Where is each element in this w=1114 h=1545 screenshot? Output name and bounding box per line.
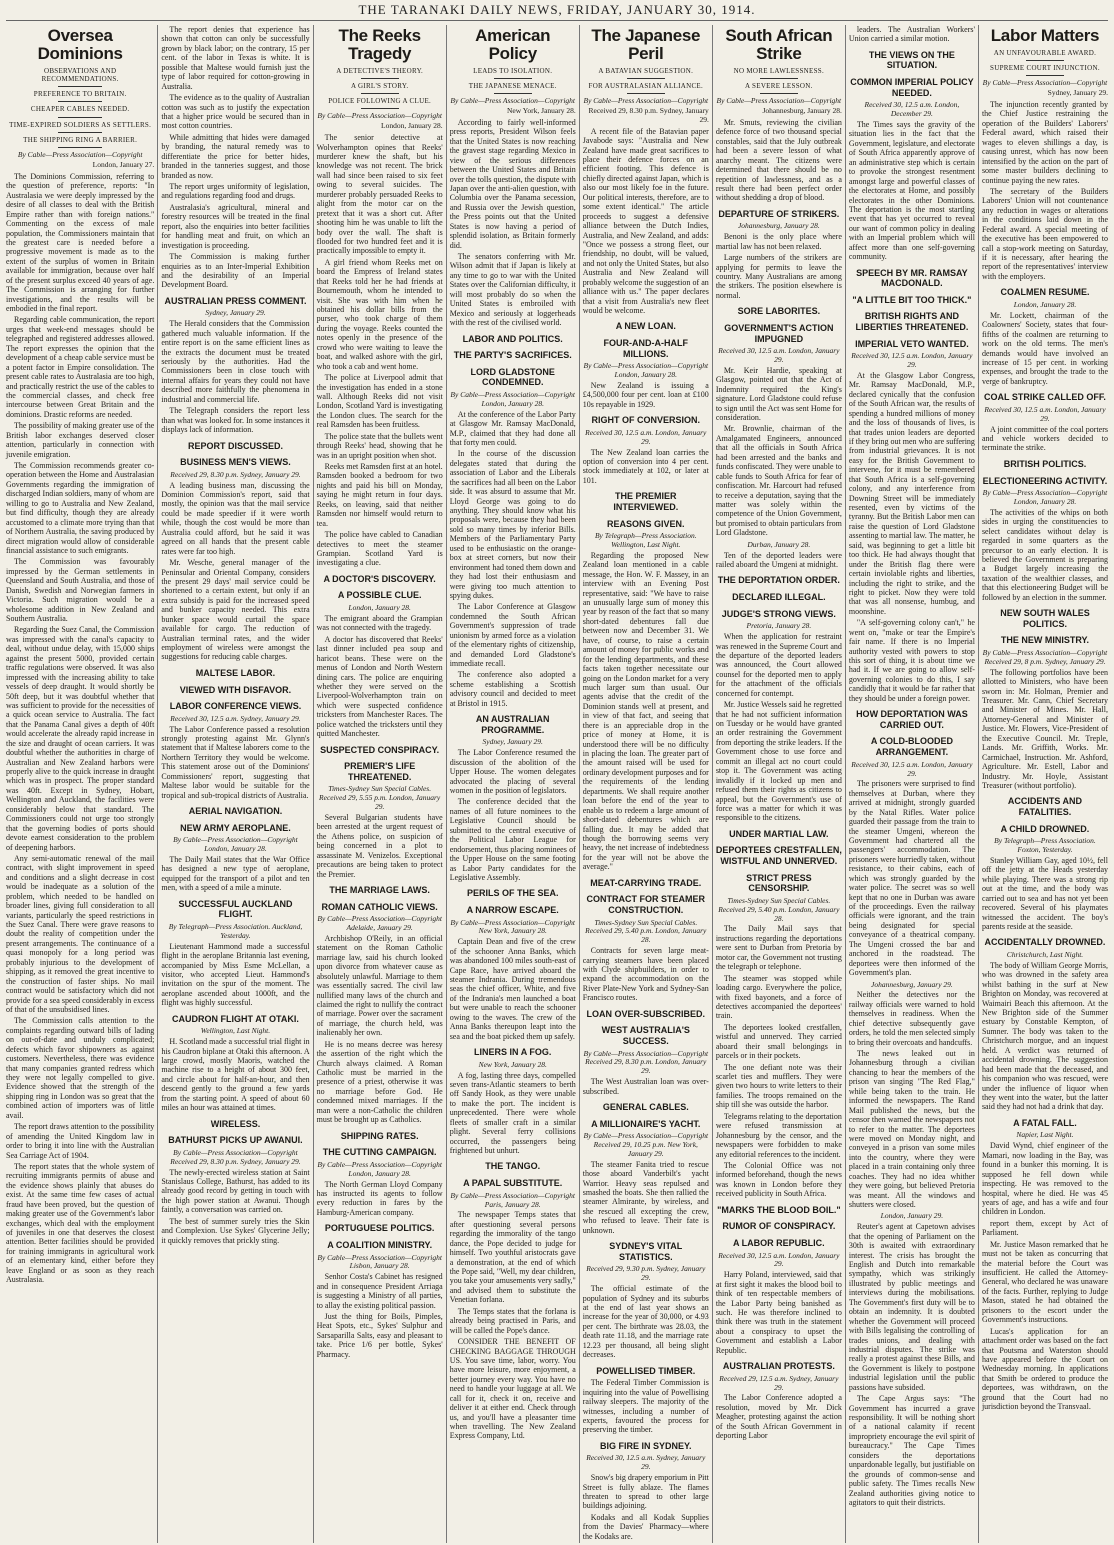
subheading: AN UNFAVOURABLE AWARD. xyxy=(993,48,1097,57)
section-heading: SUCCESSFUL AUCKLAND FLIGHT. xyxy=(178,898,293,920)
divider xyxy=(58,101,102,102)
section-heading: CAUDRON FLIGHT AT OTAKI. xyxy=(172,1013,299,1024)
paragraph: He is no means decree was heresy the assertion of the right which the Church always claimed. A Roman Catholic must be married in the presence of a priest, otherwise it was no marriage before God. He condemned mixed marriages. If the man were a non-Catholic the children must be brought up as Catholics. xyxy=(316,1039,443,1125)
subheading: A BATAVIAN SUGGESTION. xyxy=(598,66,694,75)
paragraph: Mr. Lockett, chairman of the Coalowners' Society, states that four-fifths of the coalmen are returning to work on the old terms. The men's demands would have involved an increase of 15 per cent. in working expenses, and brought the trade to the verge of bankruptcy. xyxy=(981,310,1108,386)
paragraph: Kodaks and all Kodak Supplies from the Davies' Pharmacy—where the Kodaks are. xyxy=(582,1512,709,1541)
paragraph: Senhor Costa's Cabinet has resigned and in consequence President Arriaga is suggesting a Ministry of all parties, to allay the existing political passion. xyxy=(316,1272,443,1310)
subheading: A GIRL'S STORY. xyxy=(350,81,409,90)
section-heading: AUSTRALIAN PRESS COMMENT. xyxy=(164,295,307,306)
paragraph: Mr. Keir Hardie, speaking at Glasgow, pointed out that the Act of Indemnity required the King's signature. Lord Gladstone could refuse to sign until the Act was sent Home for consideration. xyxy=(715,365,842,423)
paragraph: The Cape Argus says: "The Government has incurred a grave responsibility. It will be nothing short of a national calamity if recent impropriety encourage the evil spirit of bureaucracy." The Cape Times considers the deportations unpardonable legally, but justifiable on the grounds of common-sense and public safety. The Times recalls New Zealand authorities giving notice to agitators to quit their districts. xyxy=(848,1394,975,1507)
paragraph: Mr. Wesche, general manager of the Peninsular and Oriental Company, considers the present 29 days' mail service could be shortened to a certain extent, but only if an extra subsidy is paid for the increased speed and bunker capacity needed. This extra bunker space would curtail the space available for cargo. The reduction of Australian terminal rates, and the wider employment of wireless were amongst the suggestions for reducing cable charges. xyxy=(161,558,310,662)
paragraph: The newly-erected wireless station at Saint Stanislaus College, Bathurst, has added to its already good record by getting in touch with the high power station at Awanui. Though faintly, a conversation was carried on. xyxy=(161,1167,310,1215)
paragraph: The Labor Conference resumed the discussion of the abolition of the Upper House. The women delegates advocated the placing of several women in the position of legislators. xyxy=(449,748,576,795)
paragraph: Captain Dean and five of the crew of the schooner Anna Banks, which was abandoned 100 miles south-east of Cape Race, have arrived aboard the steamer Indrania. During tremendous seas the chief officer, White, and five of the Indrania's men launched a boat but were unable to reach the schooner owing to the waves. The crew of the Anna Banks thereupon leapt into the sea and the boat picked them up safely. xyxy=(449,937,576,1041)
dateline: London, January 28. xyxy=(1013,299,1077,309)
paragraph: The body of William George Morris, who was drowned in the safety area whilst bathing in the surf at New Brighton on Monday, was recovered at Waimairi Beach this afternoon. At the New Brighton side of the Summer estuary by Constable Kempton, of Sumner. The body was taken to the Christchurch morgue, and an inquest held. A verdict was returned of accidental drowning. The suggestion had been made that the deceased, and his companion who was rescued, were under the influence of liquor when they went into the water, but the latter said they had not had a drink that day. xyxy=(981,960,1108,1112)
paragraph: The Telegraph considers the report less than what was looked for. In some instances it displays lack of information. xyxy=(161,406,310,435)
paragraph: Stanley William Gay, aged 10½, fell off the jetty at the Heads yesterday while playing. There was a strong rip out at the time, and the body was carried out to sea and has not yet been recovered. Several of his playmates witnessed the accident. The boy's parents reside at the seaside. xyxy=(981,855,1108,931)
section-heading: PERILS OF THE SEA. xyxy=(466,888,559,899)
subheading: PREFERENCE TO BRITAIN. xyxy=(33,90,127,99)
column-8 xyxy=(979,25,1111,1543)
section-heading: LINERS IN A FOG. xyxy=(474,1047,552,1058)
paragraph: The Daily Mail says that instructions regarding the deportations were sent to Durban from Pretoria by motor car, the Government not trusting the telegraph or telephone. xyxy=(715,924,842,972)
dateline: By Cable—Press Association—Copyright xyxy=(716,96,842,106)
dateline: By Cable—Press Association—Copyright xyxy=(450,96,576,106)
section-heading: THE CUTTING CAMPAIGN. xyxy=(322,1147,437,1158)
section-heading: LABOR AND POLITICS. xyxy=(462,333,563,344)
paragraph: The report denies that experience has shown that cotton can only be successfully grown by black labor; on the contrary, 15 per cent. of the labor in Texas is white. It is possible that Maltese would furnish just the type of labor required for cotton-growing in Australia. xyxy=(161,25,310,91)
section-heading: A FATAL FALL. xyxy=(1013,1117,1077,1128)
dateline: Received 30, 12.5 a.m. London, January 29. xyxy=(718,1250,840,1269)
section-heading: COMMON IMPERIAL POLICY NEEDED. xyxy=(850,77,974,98)
dateline: By Cable—Press Association—Copyright xyxy=(17,150,143,160)
subheading: FOR AUSTRALASIAN ALLIANCE. xyxy=(588,81,704,90)
paragraph: A fog, lasting three days, compelled seven trans-Atlantic steamers to berth off Sandy Hook, as they were unable to make the port. The incident is unprecedented. There were whole fleets of smaller craft in a similar plight. Several ferry collisions occurred, the passengers being frightened but unhurt. xyxy=(449,1070,576,1156)
article-headline: The Reeks Tragedy xyxy=(338,26,421,63)
dateline: Received 30, 12.5 a.m. London, January 29. xyxy=(851,759,973,778)
dateline: Received 29, 12.5 a.m. Sydney, January 29. xyxy=(719,1373,839,1392)
subheading: CHEAPER CABLES NEEDED. xyxy=(30,105,130,114)
paragraph: The Dominions Commission, referring to the question of preference, reports: "In Australasia we were deeply impressed by the desire of all classes to deal with the British Empire rather than with foreign nations." Commenting on the excess of male population, the Commissioners maintain that the greatest care is needed before a progressive movement is made as to the extent of the surplus of women in Britain available for immigration, because over half of the present surplus exceed 40 years of age. The Commission is arranging for further investigations, and the results will be embodied in the final report. xyxy=(6,171,155,313)
paragraph: The prisoners were surprised to find themselves at Durban, where they arrived at midnight, strongly guarded by the Natal Rifles. Water police guarded their passage from the train to the steamer Umgeni, whereon the Government had chartered all the passengers' accommodation. The prisoners were hurriedly taken, without resistance, to their cabins, each of which was strongly guarded by the water police. The secret was so well kept that no one in Durban was aware of the proceedings. Even the railway officials were ignorant, and the train being designated for special conveyance of a theatrical company. The Umgeni crossed the bar and anchored in the roadstead. The deportees were then informed of the Government's plan. xyxy=(848,779,975,978)
section-heading: LORD GLADSTONE CONDEMNED. xyxy=(470,366,555,388)
subheading: THE JAPANESE MENACE. xyxy=(468,81,557,90)
dateline: Received 30, 12.5 a.m. London, January 29. xyxy=(851,351,973,370)
paragraph: "A self-governing colony can't," he went on, "make or tear the Empire's fair name. If there is no Imperial authority vested with powers to stop this sort of thing, it is about time we had it. If we are going to allow self-governing colonies to do this, I say candidly that it would be far rather that they should be under a foreign power. xyxy=(848,618,975,703)
dateline: By Cable—Press Association—Copyright Paris, January 28. xyxy=(450,1190,576,1209)
column-1 xyxy=(3,25,158,1543)
paragraph: Mr. Smuts, reviewing the civilian defence force of two thousand special constables, said that the July outbreak had been a severe lesson of what anarchy meant. The citizens were determined that there should be no repetition of lawlessness, and as a result there had been perfect order without shedding a drop of blood. xyxy=(715,117,842,203)
paragraph: The news leaked out in Johannesburg through a civilian chancing to hear the members of the prison van singing "The Red Flag," while being taken to the train. He informed the newspapers. The Rand Mail published the news, but the censor then warned the newspapers not to refer to the matter. The deportees were moved on Monday night, and conveyed in a prison van some miles into the country, where they were placed in a train containing only three coaches. They had no idea whither they were going, but believed Pretoria was meant. All the windows and shutters were closed. xyxy=(848,1049,975,1209)
paragraph: The best of summer surely tries the Skin and Complexion. Use Sykes' Glycerine Jelly; it quickly removes that prickly sting. xyxy=(161,1216,310,1245)
paragraph: A girl friend whom Reeks met on board the Empress of Ireland states that Reeks told her he had friends at Bournemouth, whom he intended to visit. She was with him when he obtained his dollar bills from the purser, who took charge of them during the voyage. Reeks counted the notes openly in the presence of the crowd who were waiting to leave the boat, and walked ashore with the girl, who took a cab and went home. xyxy=(316,257,443,371)
paragraph: The steamer was stopped while loading cargo. Everywhere the police, with fixed bayonets, and a force of detectives accompanied the deportees' train. xyxy=(715,973,842,1021)
divider xyxy=(1026,60,1064,61)
dateline: By Cable—Press Association—Copyright Adelaide, January 29. xyxy=(317,914,442,933)
dateline: Received 30, 12.5 a.m. London, January 29. xyxy=(718,346,840,364)
section-heading: A NARROW ESCAPE. xyxy=(466,904,559,915)
paragraph: Australasia's agricultural, mineral and forestry resources will be treated in the final report, also the enquiries into better facilities for handling meat and fruit, on which an investigation is proceeding. xyxy=(161,202,310,250)
paragraph: David Wynd, chief engineer of the Mamari, now loading in the Bay, was found in a bunker this morning. It is supposed he fell down while inspecting. He was removed to the hospital, where he died. He was 45 years of age, and has a wife and four children in London. xyxy=(981,1141,1108,1217)
masthead: THE TARANAKI DAILY NEWS, FRIDAY, JANUARY 30, 1914. xyxy=(6,0,1108,21)
paragraph: The senators conferring with Mr. Wilson admit that if Japan is likely at any time to go to war with the United States over the Californian difficulty, it will most probably do so when the United States is embroiled with Mexico and seriously at loggerheads with the rest of the civilised world. xyxy=(449,252,576,328)
paragraph: A leading business man, discussing the Dominion Commission's report, said that mostly, the opinion was that the mail service could be made speedier if it were worth while, though the cost would be more than Australia could afford, but he said it was agreed on all hands that the present cable rates were far too high. xyxy=(161,480,310,556)
divider xyxy=(58,86,102,87)
section-heading: FOUR-AND-A-HALF MILLIONS. xyxy=(603,338,689,359)
column-5 xyxy=(580,25,713,1543)
paragraph: Mr. Justice Wessels said he regretted that he had not sufficient information on Tuesday or he would have granted an order restraining the Government from deporting the strike leaders. If the Government chose to use force and commit an illegal act no court could stop it. The Government was acting invalidly if it locked up men and refused them their rights as citizens to appeal, but the Government's use of force was a matter for which it was responsible to the citizens. xyxy=(715,700,842,823)
column-7 xyxy=(846,25,979,1543)
paragraph: A joint committee of the coal porters and vehicle workers decided to terminate the strike. xyxy=(981,424,1108,453)
paragraph: CONSIDER THE BENEFIT OF CHECKING BAGGAGE THROUGH US. You save time, labor, worry. You have more leisure, more enjoyment, a better journey every way. You have no need to handle your luggage at all. We call for it, check it on, receive and deliver it at either end. Check through us, and you'll have a pleasanter time when travelling. The New Zealand Express Company, Ltd. xyxy=(449,1337,576,1441)
dateline: By Cable—Press Association—Copyright xyxy=(583,96,709,106)
paragraph: The New Zealand loan carries the option of conversion into 4 per cent. stock immediately at 102, or later at 101. xyxy=(582,447,709,485)
paragraph: Regarding the proposed New Zealand loan mentioned in a cable message, the Hon. W. F. Massey, in an interview with an Evening Post representative, said: "We have to raise an unusually large sum of money this year by reason of the fact that so many short-dated debentures fall due between now and December 31. We have, of course, to raise a certain amount of money for public works and for the lending departments, and these facts taken together necessitate our going on the London market for a very much larger sum than usual. Our agents advise that the credit of the Dominion stands well at present, and in view of that fact, and seeing that there is an appreciable drop in the price of money at Home, it is understood there will be no difficulty in placing the loan. The greater part of the amount raised will be used for ordinary development purposes and for the requirements of the lending departments. We shall require another loan before the end of the year to enable us to redeem a large amount of short-dated debentures which are falling due. It may be added that though the borrowing seems very heavy, the net increase of indebtedness for the year will not be above the average." xyxy=(582,550,709,872)
paragraph: The Commission is making further enquiries as to an Inter-Imperial Exhibition and the desirability of an Imperial Development Board. xyxy=(161,252,310,290)
section-heading: SORE LABORITES. xyxy=(737,306,821,317)
section-heading: AERIAL NAVIGATION. xyxy=(188,806,283,817)
section-heading: BRITISH POLITICS. xyxy=(1003,458,1087,469)
section-heading: POWELLISED TIMBER. xyxy=(596,1365,696,1376)
dateline: By Telegraph—Press Association. Auckland, Yesterday. xyxy=(168,921,303,940)
place-date: London, January 28. xyxy=(381,121,443,131)
dateline: Sydney, January 29. xyxy=(205,308,266,318)
divider xyxy=(627,93,665,94)
paragraph: Lieutenant Hammond made a successful flight in the aeroplane Britannia last evening, accompanied by Miss Esme McLellan, a visitor, who accepted Lieut. Hammond's invitation on the spur of the moment. The aeroplane ascended about 1000ft, and the flight was highly successful. xyxy=(161,941,310,1008)
dateline: Received 30, 12.5 a.m. London, January 29. xyxy=(984,404,1106,423)
paragraph: Benoni is the only place where martial law has not been relaxed. xyxy=(715,232,842,251)
paragraph: The Labor Conference adopted a resolution, moved by Mr. Dick Meagher, protesting against the action of the South African Government in deporting Labor xyxy=(715,1393,842,1441)
paragraph: Any semi-automatic renewal of the mail contract, with slight improvement in speed and conditions and a slight decrease in cost would be inadequate as a solution of the problem, which needed to be handled on broader lines, giving full consideration to all variants, particularly the speed restrictions in the Suez Canal. There were grave reasons to doubt the reality of competition under the present arrangements. The continuance of a quasi monopoly for a long period was probably injurious to the development of shipping, as it removed the great incentive to the construction of faster ships. No mail contract would be satisfactory which did not provide for a sea speed considerably in excess of that of the unsubsidised lines. xyxy=(6,853,155,1014)
paragraph: The Labor Conference at Glasgow condemned the South African Government's suppression of trade unionism by armed force as a violation of the elementary rights of citizenship, and demanded Lord Gladstone's immediate recall. xyxy=(449,602,576,668)
dateline: By Telegraph—Press Association. Foxton, Yesterday. xyxy=(994,836,1096,855)
section-heading: LABOR CONFERENCE VIEWS. xyxy=(169,701,302,712)
dateline: By Cable—Press Association—Copyright London, January 28. xyxy=(450,389,576,408)
dateline: Times-Sydney Sun Special Cables. Received 29, 5.40 p.m. London, January 28. xyxy=(718,895,840,923)
paragraph: The North German Lloyd Company has instructed its agents to follow every reduction in fares by the Hamburg-American company. xyxy=(316,1179,443,1217)
section-heading: DEPARTURE OF STRIKERS. xyxy=(718,208,840,219)
paragraph: While admitting that hides were damaged by branding, the natural remedy was to differentiate the price for better hides, branded in the tanneries suggest, and those branded as now. xyxy=(161,132,310,180)
paragraph: According to fairly well-informed press reports, President Wilson feels that the United States is now reaching the gravest stage regarding Mexico in view of the serious differences between the United States and Britain over the tolls question, the dispute with Japan over the anti-alien question, with Columbia over the Panama secession, and Russia over the Jewish question, the Press points out that the United States is now having a period of splendid isolation, as Britain formerly did. xyxy=(449,117,576,250)
paragraph: The Times says the gravity of the situation lies in the fact that the Government, legislature, and electorate of South Africa apparently approve of an administrative step which is certain to provoke the strongest resentment amongst large and powerful classes of the electorates at Home, and possibly electorates in the other Dominions. The deportation is the most startling event that has yet occurred to reveal our want of common policy in dealing with an Imperial problem which will affect more than one self-governing community. xyxy=(848,120,975,262)
dateline: By Telegraph—Press Association. Wellington, Last Night. xyxy=(594,531,697,550)
article-headline: Oversea Dominions xyxy=(37,26,123,63)
dateline: By Cable—Press Association—Copyright xyxy=(982,78,1108,88)
column-4 xyxy=(447,25,580,1543)
subheading: A DETECTIVE'S THEORY. xyxy=(336,66,424,75)
paragraph: report them, except by Act of Parliament. xyxy=(981,1218,1108,1238)
dateline: By Cable—Press Association—Copyright Received 29, 10.25 p.m. New York, January 29. xyxy=(583,1131,709,1158)
dateline: Wellington, Last Night. xyxy=(200,1026,271,1036)
paragraph: The conference decided that the names of all future nominees to the Legislative Council should be submitted to the central executive of the Political Labor League for endorsement, thus placing nominees of the Upper House on the same footing as Labor Party candidates for the Legislative Assembly. xyxy=(449,797,576,882)
paragraph: The activities of the whips on both sides in urging the constituencies to select candidates without delay is regarded in some quarters as the precursor to an early election. It is believed the Government is preparing a Budget largely increasing the taxation of the wealthier classes, and that this electioneering Budget will be followed by an election in the summer. xyxy=(981,507,1108,602)
paragraph: The Commission was favourably impressed by the German settlements in Queensland and South Australia, and those of Danish, Swedish and Norwegian farmers in Victoria. Such migration would be a wholesome addition in New Zealand and Southern Australia. xyxy=(6,557,155,623)
section-heading: UNDER MARTIAL LAW. xyxy=(729,828,829,839)
section-heading: GENERAL CABLES. xyxy=(602,1101,689,1112)
section-heading: "MARKS THE BLOOD BOIL." xyxy=(717,1204,841,1215)
place-date: London, January 27. xyxy=(92,160,155,170)
dateline: By Cable—Press Association—Copyright London, January 28. xyxy=(583,361,709,380)
section-heading: A COLD-BLOODED ARRANGEMENT. xyxy=(870,736,953,758)
section-heading: PREMIER'S LIFE THREATENED. xyxy=(344,761,416,782)
dateline: London, January 28. xyxy=(348,603,411,613)
dateline: By Cable—Press Association—Copyright London, January 28. xyxy=(982,488,1108,506)
section-heading: BRITISH RIGHTS AND LIBERTIES THREATENED. xyxy=(855,311,969,332)
paragraph: The police have cabled to Canadian detectives to meet the steamer Grampian. Scotland Yard is investigating a clue. xyxy=(316,530,443,568)
divider xyxy=(58,147,102,148)
paragraph: The steamer Fanita tried to rescue those aboard Vanderbilt's yacht Warrior. Heavy seas repulsed and smashed the boats. She then rallied the steamer Almirante, by wireless, and she rescued all excepting the crew, who refused to leave. Their fate is unknown. xyxy=(582,1159,709,1235)
subheading: SUPREME COURT INJUNCTION. xyxy=(990,64,1100,73)
section-heading: STRICT PRESS CENSORSHIP. xyxy=(746,872,812,894)
dateline: By Cable—Press Association—Copyright Received 29, 8 p.m. Sydney, January 29. xyxy=(982,648,1108,666)
dateline: Received 30, 12.5 a.m. Sydney, January 29. xyxy=(586,1453,706,1472)
paragraph: The newspaper Temps states that after questioning several persons regarding the immorality of the tango dance, the Pope decided to judge for himself. Two youthful aristocrats gave a demonstration, at the end of which the Pope said, "Well, my dear children, you take your amusements very sadly," and advised them to substitute the Venetian forlana. xyxy=(449,1210,576,1305)
paragraph: Harry Poland, interviewed, said that at first sight it makes the blood boil to think of ten respectable members of the Labor Party being banished as such. He was therefore inclined to think there was truth in the statement about a conspiracy to upset the Government and establish a Labor Republic. xyxy=(715,1270,842,1355)
paragraph: At the Glasgow Labor Congress, Mr. Ramsay MacDonald, M.P., declared cynically that the confusion of the South African war, the results of spending a hundred millions of money and the loss of thousands of lives, is that trades union leaders are deported if they bring out men who are suffering from industrial grievances. It is not easy for the British Government to intervene, for it must be remembered that South Africa is a self-governing colony, and any interference from Downing Street will be immediately resented, even by victims of the tyranny. But the British Labor men can raise the question of Lord Gladstone assenting to martial law. The matter, he said, was beginning to get a little bit too thick. He had always thought that under the British flag there were certain inviolable rights and liberties, including the right to strike, and the right to picket. Now they were told that was all nonsense, humbug, and moonshine. xyxy=(848,370,975,616)
paragraph: The police at Liverpool admit that the investigation has ended in a stone wall. Although Reeks did not visit London, Scotland Yard is investigating the London clues. The search for the real Ramsden has been fruitless. xyxy=(316,373,443,430)
place-date: New York, January 28. xyxy=(507,106,576,116)
paragraph: The one defiant note was their scarlet ties and mufflers. They were given two hours to write letters to their families. The troops remained on the ship till she was outside the harbor. xyxy=(715,1062,842,1110)
place-date: Sydney, January 29. xyxy=(1047,88,1108,98)
section-heading: WIRELESS. xyxy=(210,1118,261,1129)
dateline: By Cable—Press Association—Copyright Received 29, 8.30 p.m. Sydney, January 29. xyxy=(170,1147,301,1166)
section-heading: A PAPAL SUBSTITUTE. xyxy=(463,1178,563,1189)
section-heading: WEST AUSTRALIA'S SUCCESS. xyxy=(601,1025,690,1046)
section-heading: DECLARED ILLEGAL. xyxy=(732,592,826,603)
divider xyxy=(760,93,798,94)
subheading: LEADS TO ISOLATION. xyxy=(473,66,553,75)
section-heading: SHIPPING RATES. xyxy=(340,1130,419,1141)
section-heading: ELECTIONEERING ACTIVITY. xyxy=(982,475,1108,486)
section-heading: DEPORTEES CRESTFALLEN, WISTFUL AND UNNERVED. xyxy=(715,845,842,867)
dateline: New York, January 28. xyxy=(478,1059,547,1069)
section-heading: A MILLIONAIRE'S YACHT. xyxy=(591,1118,701,1129)
section-heading: "A LITTLE BIT TOO THICK." xyxy=(852,294,972,305)
paragraph: Just the thing for Boils, Pimples, Heat Spots, etc., Sykes' Sulphur and Sarsaparilla Salts, easy and pleasant to take. Price 1/6 per bottle, Sykes' Pharmacy. xyxy=(316,1311,443,1359)
subheading: OBSERVATIONS AND RECOMMENDATIONS. xyxy=(41,66,119,83)
section-heading: VIEWED WITH DISFAVOR. xyxy=(179,684,292,695)
paragraph: New Zealand is issuing a £4,500,000 four per cent. loan at £100 10s repayable in 1929. xyxy=(582,380,709,409)
divider xyxy=(58,132,102,133)
dateline: Napier, Last Night. xyxy=(1016,1130,1074,1140)
section-heading: COALMEN RESUME. xyxy=(1000,287,1090,298)
paragraph: The deportees looked crestfallen, wistful and unnerved. They carried aboard their small belongings in parcels or in their pockets. xyxy=(715,1022,842,1061)
paragraph: In the course of the discussion delegates stated that during the association of Labor and the Liberals the sacrifices had all been on the Labor side. It was absurd to assume that Mr. Lloyd George was going to do anything. They should know what his proposals were, because they had been sold so many times by inferior Bills. Members of the Parliamentary Party used to be enthusiastic on the orange-box at street corners, but now their environment had toned them down and they had lost their enthusiasm and were giving too much attention to spying dukes. xyxy=(449,449,576,600)
subheading: NO MORE LAWLESSNESS. xyxy=(733,66,825,75)
section-heading: THE VIEWS ON THE SITUATION. xyxy=(868,49,955,71)
section-heading: HOW DEPORTATION WAS CARRIED OUT. xyxy=(856,709,968,730)
article-headline: Labor Matters xyxy=(990,26,1100,45)
divider xyxy=(1026,75,1064,76)
column-3 xyxy=(314,25,447,1543)
section-heading: SYDNEY'S VITAL STATISTICS. xyxy=(609,1241,683,1262)
paragraph: The possibility of making greater use of the British labor exchanges deserved closer attention, particularly in connection with juvenile emigration. xyxy=(6,421,155,459)
dateline: Times-Sydney Sun Special Cables. Received 29, 5.40 p.m. London, January 28. xyxy=(585,917,707,945)
paragraph: Mr. Brownlie, chairman of the Amalgamated Engineers, announced that all the officials in South Africa had been arrested and the banks and funds confiscated. They were unable to cable funds to South Africa for fear of confiscation. Mr. Harcourt had refused to receive a deputation, saying that the matter was solely within the competence of the Union Government, but promised to obtain particulars from Lord Gladstone. xyxy=(715,424,842,538)
paragraph: leaders. The Australian Workers' Union carried a similar motion. xyxy=(848,25,975,44)
paragraph: Several Bulgarian students have been arrested at the urgent request of the Athens police, on suspicion of being concerned in a plot to assassinate M. Venizelos. Exceptional precautions are being taken to protect the Premier. xyxy=(316,812,443,879)
paragraph: A doctor has discovered that Reeks' last dinner included pea soup and haricot beans. These were on the menus of London and North Western dining cars. The police are enquiring whether they were served on the Liverpool-Wolverhampton train on which were suspected confidence tricksters from Manchester Races. The police watched the tricksters until they quitted Manchester. xyxy=(316,634,443,739)
paragraph: Archbishop O'Reily, in an official statement on the Roman Catholic marriage law, said his church looked upon divorce from whatever cause as absolutely unlawful. Marriage to them was essentially sacred. The civil law nullified many laws of the church and claimed the right to nullify the contract of marriage. Power over the sacrament of marriage, the church held, was inalienably her own. xyxy=(316,933,443,1038)
paragraph: The secretary of the Builders Laborers' Union will not countenance any reduction in wages or alterations in the conditions laid down in the Federal award. A special meeting of the executive has been empowered to call a stop-work meeting on Saturday, if it is necessary, after hearing the report of the representatives' interview with the employers. xyxy=(981,186,1108,281)
columns xyxy=(3,25,1111,1543)
dateline: By Cable—Press Association—Copyright London, January 28. xyxy=(317,1159,442,1178)
paragraph: A recent file of the Batavian paper Javabode says: "Australia and New Zealand have made great sacrifices to place their defence forces on an efficient footing. This defence is chiefly directed against Japan, which is also our most likely foe in the future. Our political interests, therefore, are to some extent identical." The article proceeds to suggest a defensive alliance between the Dutch Indies, Australia, and New Zealand, and adds: "Once we possess a strong fleet, our friendship, no doubt, will be valued, and not only the United States, but also Australia and New Zealand will probably welcome the suggestion of an alliance with us." The paper declares that a visit from Australia's new fleet would be welcome. xyxy=(582,126,709,316)
subheading: TIME-EXPIRED SOLDIERS AS SETTLERS. xyxy=(9,120,152,129)
paragraph: Regarding cable communication, the report urges that week-end messages should be telegraphed and registered addresses allowed. The report expresses the opinion that the development of a cheap cable service must be a potent factor in Empire consolidation. The present cable rates to Australasia are too high, and practically restrict the use of the cables to the commercial classes, and check free intercourse between Great Britain and the dominions. Drastic reforms are needed. xyxy=(6,315,155,419)
paragraph: Neither the detectives nor the railway officials were warned to hold themselves in readiness. When the chief detective subsequently gave orders, he told the men selected simply to bring their overcoats and handcuffs. xyxy=(848,990,975,1047)
dateline: By Cable—Press Association—Copyright New York, January 28. xyxy=(450,917,576,936)
dateline: Times-Sydney Sun Special Cables. Received 29, 5.55 p.m. London, January 29. xyxy=(319,784,441,812)
paragraph: The Commission calls attention to the complaints regarding outward bills of lading on out-of-date and unduly complicated; defects which favor shipowners as against customers. Nevertheless, there was evidence that many companies granted redress which they were not legally compelled to give. Evidence showed that the strength of the shipping ring in London was so great that the combined action of importers was of little avail. xyxy=(6,1016,155,1120)
paragraph: Lucas's application for an attachment order was based on the fact that Poutsma and Waterston should have appeared before the Court on Wednesday morning. In applications that Smith be ordered to produce the deportees, was withdrawn, on the ground that the Court had no jurisdiction beyond the Transvaal. xyxy=(981,1326,1108,1412)
section-heading: AUSTRALIAN PROTESTS. xyxy=(722,1361,835,1372)
section-heading: THE TANGO. xyxy=(485,1161,541,1172)
section-heading: COAL STRIKE CALLED OFF. xyxy=(984,392,1106,403)
article-headline: South African Strike xyxy=(725,26,833,63)
dateline: By Cable—Press Association—Copyright London, January 28. xyxy=(173,835,298,854)
paragraph: Large numbers of the strikers are applying for permits to leave the country. Many Australians are among the strikers. The position elsewhere is normal. xyxy=(715,253,842,300)
section-heading: A NEW LOAN. xyxy=(615,321,676,332)
section-heading: THE MARRIAGE LAWS. xyxy=(329,884,430,895)
subheading: A SEVERE LESSON. xyxy=(745,81,813,90)
dateline: Pretoria, January 28. xyxy=(746,621,812,631)
section-heading: A COALITION MINISTRY. xyxy=(327,1239,433,1250)
section-heading: BUSINESS MEN'S VIEWS. xyxy=(180,457,291,468)
divider xyxy=(494,93,532,94)
paragraph: Telegrams relating to the deportation were refused transmission at Johannesburg by the censor, and the newspapers were forbidden to make any editorial references to the incident. xyxy=(715,1111,842,1159)
divider xyxy=(627,78,665,79)
section-heading: MEAT-CARRYING TRADE. xyxy=(590,877,702,888)
dateline: Received 29, 8.30 p.m. Sydney, January 29. xyxy=(170,469,301,479)
article-headline: The Japanese Peril xyxy=(591,26,701,63)
place-date: Received 29, 8.30 p.m. Sydney, January 29. xyxy=(588,106,709,124)
section-heading: REPORT DISCUSSED. xyxy=(187,440,283,451)
dateline: Durban, January 28. xyxy=(747,539,811,549)
section-heading: CONTRACT FOR STEAMER CONSTRUCTION. xyxy=(586,894,706,915)
paragraph: The Commission recommends greater co-operation between the Home and Australasian Governments regarding the immigration of discharged Indian soldiers, many of whom are willing to go to Australia and New Zealand, but find difficulty, though they are already accustomed to a climate more trying than that of Northern Australia, the saving produced by direct migration would allow of considerable financial assistance to such emigrants. xyxy=(6,461,155,555)
divider xyxy=(58,117,102,118)
section-heading: A POSSIBLE CLUE. xyxy=(337,590,422,601)
paragraph: The Herald considers that the Commission gathered much valuable information. If the entire report is on the same efficient lines as the extracts the document must be treated seriously by the authorities. Had the Commissioners been in close touch with internal affairs for years they could not have described more faithfully the phenomena in industrial and commercial life. xyxy=(161,319,310,404)
section-heading: REASONS GIVEN. xyxy=(607,518,685,529)
column-6 xyxy=(713,25,846,1543)
dateline: Received 30, 12.5 a.m. London, December 29. xyxy=(864,100,960,119)
paragraph: The senior detective at Wolverhampton opines that Reeks' murderer knew the shaft, but his knowledge was not recent. The brick wall had since been raised to six feet owing to several suicides. The murderer probably persuaded Reeks to alight from the motor car on the pretext that it was a short cut. After shooting him he was unable to lift the body over the wall. The shaft is flooded for two hundred feet and it is practically impossible to empty it. xyxy=(316,133,443,256)
section-heading: SUSPECTED CONSPIRACY. xyxy=(320,744,440,755)
paragraph: The official estimate of the population of Sydney and its suburbs at the end of last year shows an increase for the year of 30,000, or 4.93 per cent. The birthrate was 28.03, the death rate 11.18, and the marriage rate 12.23 per thousand, all being slight decreases. xyxy=(582,1284,709,1360)
dateline: By Cable—Press Association—Copyright Lisbon, January 28. xyxy=(317,1252,442,1271)
section-heading: THE PARTY'S SACRIFICES. xyxy=(453,350,572,361)
section-heading: NEW SOUTH WALES POLITICS. xyxy=(1000,608,1090,629)
paragraph: When the application for restraint was renewed in the Supreme Court and the departure of the deported leaders was announced, the Court allowed counsel for the deported men to apply for the attachment of the officials concerned for contempt. xyxy=(715,632,842,698)
paragraph: The report draws attention to the possibility of amending the United Kingdom law in order to bring it into line with the Australian Sea Carriage Act of 1904. xyxy=(6,1122,155,1160)
section-heading: RUMOR OF CONSPIRACY. xyxy=(722,1221,836,1232)
subheading: THE SHIPPING RING A BARRIER. xyxy=(23,135,138,144)
section-heading: JUDGE'S STRONG VIEWS. xyxy=(721,608,836,619)
dateline: By Cable—Press Association—Copyright Received 29, 8.30 p.m. London, January 29. xyxy=(583,1048,709,1076)
dateline: Sydney, January 29. xyxy=(482,737,543,747)
paragraph: H. Scotland made a successful trial flight in his Caudron biplane at Otaki this afternoon. A large crowd, mostly Maoris, watched the machine rise to a height of about 300 feet, and circle about for half-an-hour, and then descend gently to the ground a few yards from the starting point. A speed of about 60 miles an hour was attained at times. xyxy=(161,1037,310,1113)
section-heading: A LABOR REPUBLIC. xyxy=(733,1237,825,1248)
section-heading: GOVERNMENT'S ACTION IMPUGNED xyxy=(724,322,834,344)
section-heading: RIGHT OF CONVERSION. xyxy=(591,415,701,426)
section-heading: A DOCTOR'S DISCOVERY. xyxy=(323,573,436,584)
article-headline: American Policy xyxy=(475,26,551,63)
section-heading: LOAN OVER-SUBSCRIBED. xyxy=(586,1008,706,1019)
divider xyxy=(494,78,532,79)
section-heading: IMPERIAL VETO WANTED. xyxy=(855,338,969,349)
section-heading: ROMAN CATHOLIC VIEWS. xyxy=(321,901,438,912)
section-heading: A CHILD DROWNED. xyxy=(1000,823,1090,834)
paragraph: The following portfolios have been allotted to Ministers, who have been sworn in: Mr. Holman, Premier and Treasurer. Mr. Cann, Chief Secretary and Minister of Mines. Mr. Hall, Attorney-General and Minister of Justice. Mr. Flowers, Vice-President of the Executive Council. Mr. Treple, Lands. Mr. Griffith, Works. Mr. Carmichael, Instruction. Mr. Ashford, Agriculture. Mr. Estell, Labor and Industry. Mr. Hoyle, Assistant Treasurer (without portfolio). xyxy=(981,667,1108,790)
section-heading: AN AUSTRALIAN PROGRAMME. xyxy=(475,714,550,735)
section-heading: ACCIDENTALLY DROWNED. xyxy=(984,937,1106,948)
dateline: Christchurch, Last Night. xyxy=(1006,950,1084,960)
divider xyxy=(760,78,798,79)
section-heading: THE DEPORTATION ORDER. xyxy=(717,575,840,586)
section-heading: THE NEW MINISTRY. xyxy=(1000,635,1090,646)
dateline: By Cable—Press Association—Copyright xyxy=(317,111,442,121)
section-heading: BATHURST PICKS UP AWANUI. xyxy=(168,1135,303,1146)
paragraph: Regarding the Suez Canal, the Commission was impressed with the canal's capacity to deal, without undue delay, with 15,000 ships against the present 5000, provided certain traffic regulations were observed. It was also impressed with the increasing ability to take vessels of deep draught. It would shortly be 50ft deep, but it was doubtful whether that was sufficient to provide for the necessities of a quick ocean service to Australia. The fact that the Panama Canal gives a depth of 40ft would accelerate the already rapid increase in the size and draught of ocean carriers. It was doubtful whether the authorities in charge of Australian and New Zealand harbors were properly alive to the quick increase in draught which was in prospect. The proper standard was 40ft. Except in Sydney, Hobart, Wellington and Auckland, the facilities were considerably below that standard. The Commissioners could not urge too strongly that the governing bodies of ports should devote earnest consideration to the problem of deepening harbors. xyxy=(6,625,155,852)
paragraph: The Labor Conference passed a resolution strongly protesting against Mr. Glynn's statement that if Maltese laborers come to the Northern Territory they would be welcome. This statement arose out of the Dominions' Commissioners' report, suggesting that Maltese labor would be suitable for the tropical and sub-tropical districts of Australia. xyxy=(161,724,310,800)
section-heading: PORTUGUESE POLITICS. xyxy=(324,1223,435,1234)
paragraph: The Temps states that the forlana is already being practised in Paris, and will be called the Pope's dance. xyxy=(449,1306,576,1335)
section-heading: ACCIDENTS AND FATALITIES. xyxy=(1007,796,1083,817)
section-heading: THE PREMIER INTERVIEWED. xyxy=(613,491,679,512)
place-date: Johannesburg, January 28. xyxy=(762,106,842,116)
paragraph: Contracts for seven large meat-carrying steamers have been placed with Clyde shipbuilders, in order to expand the accommodation on the River Plate-New York and Sydney-San Francisco routes. xyxy=(582,946,709,1003)
section-heading: NEW ARMY AEROPLANE. xyxy=(180,822,291,833)
paragraph: The injunction recently granted by the Chief Justice restraining the operation of the Builders' Laborers' Federal award, which raised their wages to eleven shillings a day, is causing unrest, which has now been intensified by the action on the part of some master builders declining to continue paying the new rates. xyxy=(981,100,1108,185)
paragraph: Snow's big drapery emporium in Pitt Street is fully ablaze. The flames threaten to spread to other large buildings adjoining. xyxy=(582,1473,709,1511)
paragraph: The Federal Timber Commission is inquiring into the value of Powellising railway sleepers. The majority of the witnesses, including a number of experts, favoured the process for preserving the timber. xyxy=(582,1378,709,1435)
paragraph: The police state that the bullets went through Reeks' head, showing that he was in an upright position when shot. xyxy=(316,431,443,460)
section-heading: MALTESE LABOR. xyxy=(195,667,276,678)
dateline: London, January 29. xyxy=(880,1211,944,1221)
dateline: Johannesburg, January 28. xyxy=(737,221,820,231)
column-2 xyxy=(158,25,313,1543)
divider xyxy=(361,93,399,94)
paragraph: The evidence as to the quality of Australian cotton was such as to justify the expectation that a higher price would be secured than in most cotton countries. xyxy=(161,93,310,131)
subheading: POLICE FOLLOWING A CLUE. xyxy=(328,97,432,106)
dateline: Received 30, 12.5 a.m. London, January 29. xyxy=(585,427,707,446)
paragraph: Reuter's agent at Capetown advises that the opening of Parliament on the 30th is awaited with extraordinary interest. The crisis has brought the English and Dutch into remarkable sympathy, which was strikingly illustrated by public meetings and interviews during the mobilisations. The Government's first duty will be to obtain an indemnity. It is doubted whether the Government will proceed with Bills legalising the controlling of trades unions, and dealing with industrial disputes. The strike was really a protest against these Bills, and the Government is likely to postpone industrial legislation until the public passions have subsided. xyxy=(848,1222,975,1392)
paragraph: The report urges uniformity of legislation, and regulations regarding food and drugs. xyxy=(161,182,310,201)
paragraph: The Daily Mail states that the War Office has designed a new type of aeroplane, equipped for the transport of a pilot and ten men, with a speed of a mile a minute. xyxy=(161,854,310,893)
section-heading: BIG FIRE IN SYDNEY. xyxy=(600,1440,692,1451)
paragraph: The emigrant aboard the Grampian was not connected with the tragedy. xyxy=(316,613,443,633)
divider xyxy=(361,108,399,109)
paragraph: At the conference of the Labor Party at Glasgow Mr. Ramsay MacDonald, M.P., claimed that they had done all that forty men could. xyxy=(449,409,576,447)
section-heading: SPEECH BY MR. RAMSAY MACDONALD. xyxy=(856,267,968,289)
dateline: Received 29, 9.30 p.m. Sydney, January 29. xyxy=(586,1264,706,1283)
paragraph: The Colonial Office was not informed beforehand, though the news was known in London before they received publicity in South Africa. xyxy=(715,1160,842,1199)
paragraph: Reeks met Ramsden first at an hotel. Ramsden booked a bedroom for two nights and paid his bill on Monday, saying he might return in four days. Reeks, on leaving, said that neither Ramsden nor himself would return to tea. xyxy=(316,462,443,528)
paragraph: Mr. Justice Mason remarked that he must not be taken as concurring that the material before the Court was insufficient. He called the Attorney-General, who declared he was unaware of the facts. Further, replying to Judge Mason, stated he had obtained the prisoners to the escort under the Government's instructions. xyxy=(981,1239,1108,1325)
paragraph: The report states that the whole system of recruiting immigrants permits of abuse and the evidence shows plainly that abuses do exist. At the same time few cases of actual fraud have been proved, but the question of making greater use of the Government's labor exchanges, which deal with the employment of juveniles in one that deserves the closest attention. Better facilities should be provided for training immigrants in agricultural work of an elementary kind, either before they leave England or as soon as they reach Australasia. xyxy=(6,1161,155,1285)
dateline: Received 30, 12.5 a.m. Sydney, January 29. xyxy=(170,713,301,723)
dateline: Johannesburg, January 29. xyxy=(871,979,953,989)
divider xyxy=(361,78,399,79)
paragraph: The conference also adopted a scheme establishing a Scottish advisory council and decided to meet at Bristol in 1915. xyxy=(449,670,576,708)
paragraph: The West Australian loan was over-subscribed. xyxy=(582,1077,709,1096)
paragraph: Ten of the deported leaders were railed aboard the Umgeni at midnight. xyxy=(715,550,842,569)
